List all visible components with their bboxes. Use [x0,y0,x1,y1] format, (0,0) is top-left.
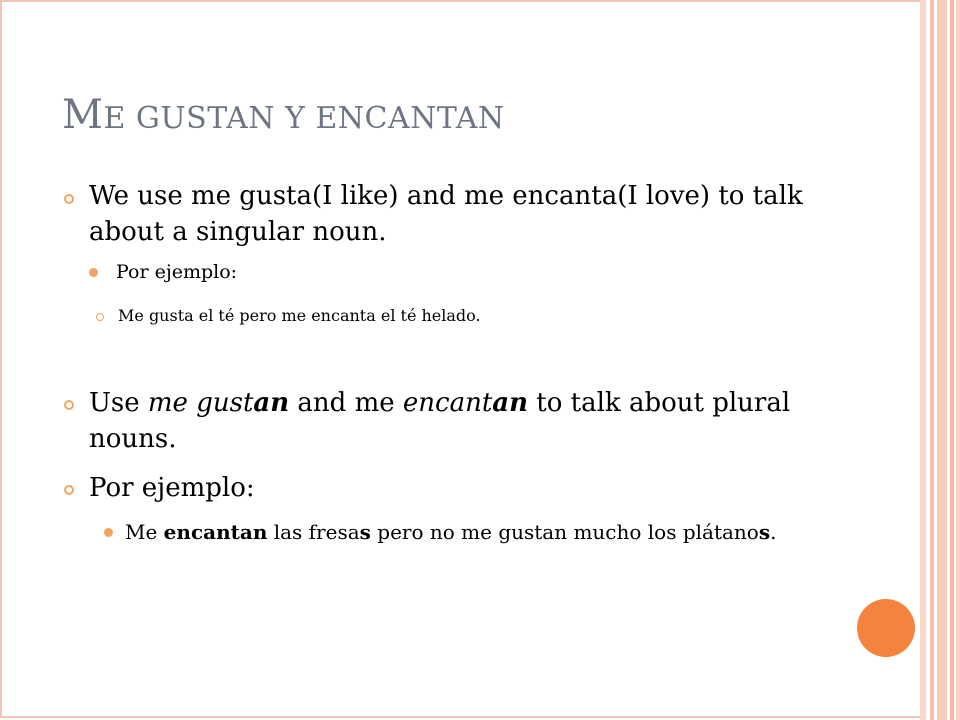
text-run: to talk about plural nouns. [89,388,791,454]
decorative-circle [857,599,915,657]
text-run-bold: encantan [163,520,268,544]
text-run: Use [89,388,148,418]
text-run: . [770,520,777,544]
text-run: las fresa [267,520,360,544]
title-rest: E GUSTAN Y ENCANTAN [103,101,505,136]
stripe [920,0,926,720]
open-bullet-icon [64,485,74,495]
decorative-stripes [920,0,960,720]
title-cap: M [62,92,104,138]
stripe [930,0,934,720]
open-bullet-icon [64,194,74,204]
bullet-text: Por ejemplo: [89,473,255,503]
sub-bullet-text: Por ejemplo: [116,261,238,283]
sub-bullet-text [125,518,805,546]
text-run: pero no me gustan mucho los plátano [370,520,759,544]
sub-sub-bullet-text: Me gusta el té pero me encanta el té helado. [118,306,481,325]
bullet-text: We use me gusta(I like) and me encanta(I love) to talk about a singular noun. [89,181,803,247]
text-run-italic: me gust [147,388,254,418]
filled-bullet-icon [89,268,98,277]
text-run-bold-italic: an [492,388,529,418]
text-run-italic: encant [402,388,493,418]
bullet-text [89,385,809,457]
open-bullet-small-icon [96,313,104,321]
slide-title [62,92,505,138]
stripe [950,0,954,720]
text-run: Me [125,520,164,544]
open-bullet-icon [64,400,74,410]
text-run-bold-italic: an [253,388,290,418]
text-run: and me [289,388,403,418]
stripe [956,0,960,720]
stripe [937,0,947,720]
text-run-bold: s [758,520,771,544]
text-run-bold: s [359,520,371,544]
filled-bullet-icon [104,528,113,537]
